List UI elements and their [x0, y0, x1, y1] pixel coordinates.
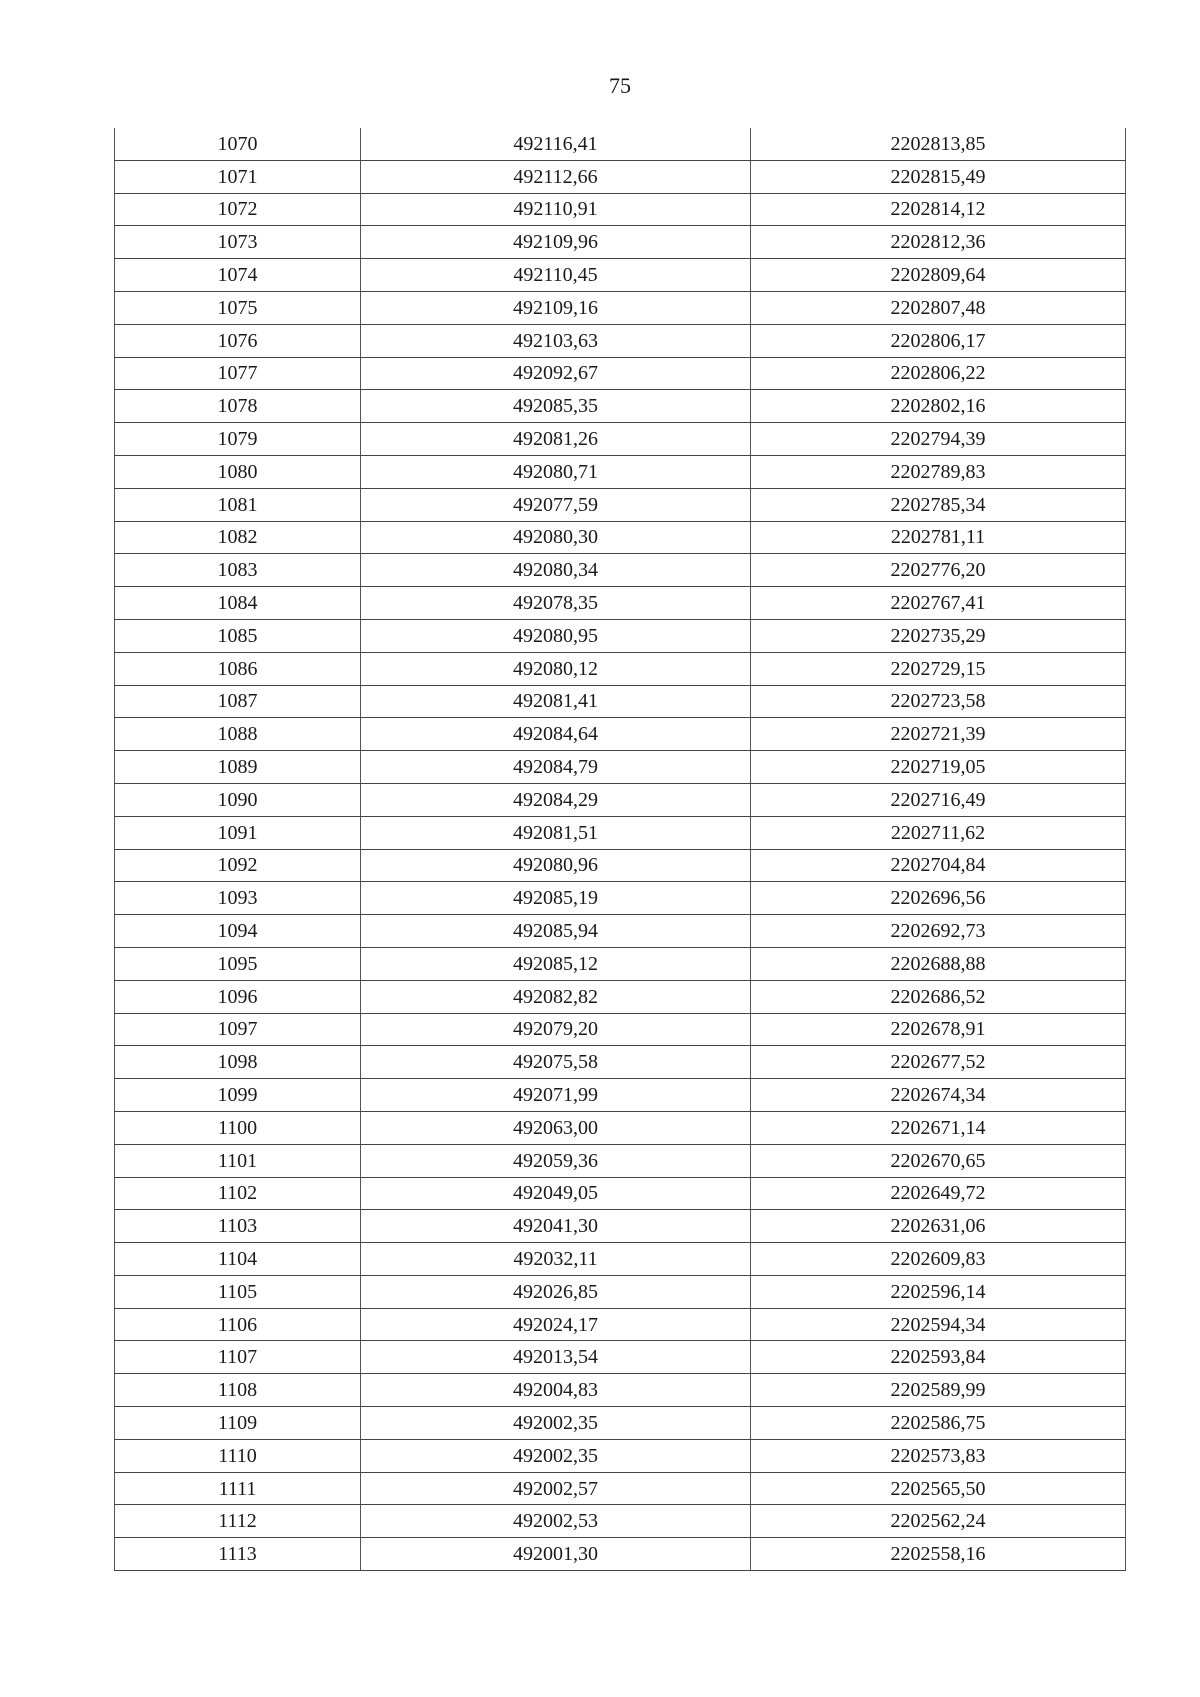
point-number-cell: 1084 — [115, 587, 361, 620]
table-row — [115, 226, 1126, 259]
x-coordinate-cell: 492080,95 — [361, 619, 751, 652]
table-row — [115, 488, 1126, 521]
y-coordinate-cell: 2202767,41 — [751, 587, 1126, 620]
table-row — [115, 160, 1126, 193]
table-row — [115, 783, 1126, 816]
point-number-cell: 1103 — [115, 1210, 361, 1243]
table-row — [115, 1374, 1126, 1407]
table-row — [115, 259, 1126, 292]
table-row — [115, 455, 1126, 488]
table-row — [115, 1046, 1126, 1079]
point-number-cell: 1100 — [115, 1111, 361, 1144]
table-row — [115, 849, 1126, 882]
point-number-cell: 1113 — [115, 1538, 361, 1571]
y-coordinate-cell: 2202729,15 — [751, 652, 1126, 685]
table-row — [115, 587, 1126, 620]
y-coordinate-cell: 2202589,99 — [751, 1374, 1126, 1407]
y-coordinate-cell: 2202594,34 — [751, 1308, 1126, 1341]
y-coordinate-cell: 2202723,58 — [751, 685, 1126, 718]
table-row — [115, 1144, 1126, 1177]
y-coordinate-cell: 2202688,88 — [751, 947, 1126, 980]
coordinates-table — [114, 128, 1126, 1571]
table-row — [115, 193, 1126, 226]
point-number-cell: 1085 — [115, 619, 361, 652]
y-coordinate-cell: 2202573,83 — [751, 1439, 1126, 1472]
x-coordinate-cell: 492082,82 — [361, 980, 751, 1013]
x-coordinate-cell: 492002,57 — [361, 1472, 751, 1505]
page-number: 75 — [609, 73, 631, 98]
point-number-cell: 1077 — [115, 357, 361, 390]
point-number-cell: 1097 — [115, 1013, 361, 1046]
table-row — [115, 882, 1126, 915]
table-row — [115, 554, 1126, 587]
point-number-cell: 1091 — [115, 816, 361, 849]
point-number-cell: 1082 — [115, 521, 361, 554]
x-coordinate-cell: 492071,99 — [361, 1079, 751, 1112]
y-coordinate-cell: 2202631,06 — [751, 1210, 1126, 1243]
point-number-cell: 1086 — [115, 652, 361, 685]
point-number-cell: 1094 — [115, 915, 361, 948]
point-number-cell: 1071 — [115, 160, 361, 193]
x-coordinate-cell: 492079,20 — [361, 1013, 751, 1046]
y-coordinate-cell: 2202794,39 — [751, 423, 1126, 456]
x-coordinate-cell: 492080,34 — [361, 554, 751, 587]
point-number-cell: 1112 — [115, 1505, 361, 1538]
point-number-cell: 1102 — [115, 1177, 361, 1210]
y-coordinate-cell: 2202711,62 — [751, 816, 1126, 849]
point-number-cell: 1073 — [115, 226, 361, 259]
y-coordinate-cell: 2202719,05 — [751, 751, 1126, 784]
table-row — [115, 1013, 1126, 1046]
y-coordinate-cell: 2202815,49 — [751, 160, 1126, 193]
point-number-cell: 1083 — [115, 554, 361, 587]
point-number-cell: 1104 — [115, 1243, 361, 1276]
y-coordinate-cell: 2202670,65 — [751, 1144, 1126, 1177]
y-coordinate-cell: 2202735,29 — [751, 619, 1126, 652]
point-number-cell: 1111 — [115, 1472, 361, 1505]
x-coordinate-cell: 492110,45 — [361, 259, 751, 292]
y-coordinate-cell: 2202814,12 — [751, 193, 1126, 226]
x-coordinate-cell: 492002,35 — [361, 1439, 751, 1472]
x-coordinate-cell: 492081,41 — [361, 685, 751, 718]
point-number-cell: 1079 — [115, 423, 361, 456]
x-coordinate-cell: 492081,26 — [361, 423, 751, 456]
x-coordinate-cell: 492085,94 — [361, 915, 751, 948]
point-number-cell: 1107 — [115, 1341, 361, 1374]
point-number-cell: 1080 — [115, 455, 361, 488]
x-coordinate-cell: 492112,66 — [361, 160, 751, 193]
y-coordinate-cell: 2202789,83 — [751, 455, 1126, 488]
x-coordinate-cell: 492063,00 — [361, 1111, 751, 1144]
table-row — [115, 1177, 1126, 1210]
x-coordinate-cell: 492077,59 — [361, 488, 751, 521]
x-coordinate-cell: 492085,35 — [361, 390, 751, 423]
x-coordinate-cell: 492080,71 — [361, 455, 751, 488]
table-row — [115, 751, 1126, 784]
x-coordinate-cell: 492092,67 — [361, 357, 751, 390]
table-row — [115, 1538, 1126, 1571]
x-coordinate-cell: 492109,96 — [361, 226, 751, 259]
x-coordinate-cell: 492116,41 — [361, 128, 751, 160]
point-number-cell: 1088 — [115, 718, 361, 751]
x-coordinate-cell: 492084,29 — [361, 783, 751, 816]
coordinates-table-body — [115, 128, 1126, 1571]
y-coordinate-cell: 2202716,49 — [751, 783, 1126, 816]
point-number-cell: 1078 — [115, 390, 361, 423]
table-row — [115, 619, 1126, 652]
point-number-cell: 1106 — [115, 1308, 361, 1341]
x-coordinate-cell: 492004,83 — [361, 1374, 751, 1407]
table-row — [115, 1079, 1126, 1112]
table-row — [115, 291, 1126, 324]
table-row — [115, 1210, 1126, 1243]
x-coordinate-cell: 492041,30 — [361, 1210, 751, 1243]
point-number-cell: 1089 — [115, 751, 361, 784]
table-row — [115, 652, 1126, 685]
x-coordinate-cell: 492084,79 — [361, 751, 751, 784]
y-coordinate-cell: 2202692,73 — [751, 915, 1126, 948]
x-coordinate-cell: 492110,91 — [361, 193, 751, 226]
x-coordinate-cell: 492084,64 — [361, 718, 751, 751]
x-coordinate-cell: 492075,58 — [361, 1046, 751, 1079]
point-number-cell: 1072 — [115, 193, 361, 226]
point-number-cell: 1105 — [115, 1275, 361, 1308]
x-coordinate-cell: 492078,35 — [361, 587, 751, 620]
x-coordinate-cell: 492080,30 — [361, 521, 751, 554]
point-number-cell: 1070 — [115, 128, 361, 160]
table-row — [115, 1111, 1126, 1144]
y-coordinate-cell: 2202558,16 — [751, 1538, 1126, 1571]
y-coordinate-cell: 2202785,34 — [751, 488, 1126, 521]
y-coordinate-cell: 2202806,22 — [751, 357, 1126, 390]
table-row — [115, 1505, 1126, 1538]
y-coordinate-cell: 2202677,52 — [751, 1046, 1126, 1079]
y-coordinate-cell: 2202806,17 — [751, 324, 1126, 357]
x-coordinate-cell: 492081,51 — [361, 816, 751, 849]
point-number-cell: 1109 — [115, 1407, 361, 1440]
x-coordinate-cell: 492085,19 — [361, 882, 751, 915]
x-coordinate-cell: 492109,16 — [361, 291, 751, 324]
y-coordinate-cell: 2202721,39 — [751, 718, 1126, 751]
point-number-cell: 1110 — [115, 1439, 361, 1472]
y-coordinate-cell: 2202812,36 — [751, 226, 1126, 259]
x-coordinate-cell: 492013,54 — [361, 1341, 751, 1374]
x-coordinate-cell: 492080,96 — [361, 849, 751, 882]
x-coordinate-cell: 492024,17 — [361, 1308, 751, 1341]
x-coordinate-cell: 492080,12 — [361, 652, 751, 685]
y-coordinate-cell: 2202609,83 — [751, 1243, 1126, 1276]
y-coordinate-cell: 2202674,34 — [751, 1079, 1126, 1112]
y-coordinate-cell: 2202813,85 — [751, 128, 1126, 160]
x-coordinate-cell: 492059,36 — [361, 1144, 751, 1177]
table-row — [115, 1243, 1126, 1276]
x-coordinate-cell: 492103,63 — [361, 324, 751, 357]
y-coordinate-cell: 2202809,64 — [751, 259, 1126, 292]
point-number-cell: 1074 — [115, 259, 361, 292]
y-coordinate-cell: 2202596,14 — [751, 1275, 1126, 1308]
point-number-cell: 1093 — [115, 882, 361, 915]
table-row — [115, 1472, 1126, 1505]
y-coordinate-cell: 2202562,24 — [751, 1505, 1126, 1538]
point-number-cell: 1087 — [115, 685, 361, 718]
table-row — [115, 423, 1126, 456]
y-coordinate-cell: 2202807,48 — [751, 291, 1126, 324]
table-row — [115, 390, 1126, 423]
x-coordinate-cell: 492002,53 — [361, 1505, 751, 1538]
table-row — [115, 915, 1126, 948]
y-coordinate-cell: 2202696,56 — [751, 882, 1126, 915]
table-row — [115, 128, 1126, 160]
point-number-cell: 1098 — [115, 1046, 361, 1079]
y-coordinate-cell: 2202781,11 — [751, 521, 1126, 554]
table-row — [115, 685, 1126, 718]
y-coordinate-cell: 2202678,91 — [751, 1013, 1126, 1046]
y-coordinate-cell: 2202802,16 — [751, 390, 1126, 423]
x-coordinate-cell: 492085,12 — [361, 947, 751, 980]
point-number-cell: 1108 — [115, 1374, 361, 1407]
table-row — [115, 980, 1126, 1013]
point-number-cell: 1101 — [115, 1144, 361, 1177]
point-number-cell: 1075 — [115, 291, 361, 324]
x-coordinate-cell: 492026,85 — [361, 1275, 751, 1308]
table-row — [115, 1275, 1126, 1308]
point-number-cell: 1092 — [115, 849, 361, 882]
table-row — [115, 324, 1126, 357]
table-row — [115, 816, 1126, 849]
point-number-cell: 1076 — [115, 324, 361, 357]
y-coordinate-cell: 2202586,75 — [751, 1407, 1126, 1440]
table-row — [115, 521, 1126, 554]
y-coordinate-cell: 2202649,72 — [751, 1177, 1126, 1210]
point-number-cell: 1095 — [115, 947, 361, 980]
table-row — [115, 1341, 1126, 1374]
point-number-cell: 1090 — [115, 783, 361, 816]
point-number-cell: 1081 — [115, 488, 361, 521]
x-coordinate-cell: 492032,11 — [361, 1243, 751, 1276]
x-coordinate-cell: 492049,05 — [361, 1177, 751, 1210]
table-row — [115, 1407, 1126, 1440]
x-coordinate-cell: 492001,30 — [361, 1538, 751, 1571]
point-number-cell: 1096 — [115, 980, 361, 1013]
x-coordinate-cell: 492002,35 — [361, 1407, 751, 1440]
table-row — [115, 947, 1126, 980]
table-row — [115, 1308, 1126, 1341]
y-coordinate-cell: 2202704,84 — [751, 849, 1126, 882]
table-row — [115, 1439, 1126, 1472]
y-coordinate-cell: 2202686,52 — [751, 980, 1126, 1013]
table-row — [115, 718, 1126, 751]
y-coordinate-cell: 2202776,20 — [751, 554, 1126, 587]
point-number-cell: 1099 — [115, 1079, 361, 1112]
y-coordinate-cell: 2202593,84 — [751, 1341, 1126, 1374]
table-row — [115, 357, 1126, 390]
y-coordinate-cell: 2202565,50 — [751, 1472, 1126, 1505]
y-coordinate-cell: 2202671,14 — [751, 1111, 1126, 1144]
